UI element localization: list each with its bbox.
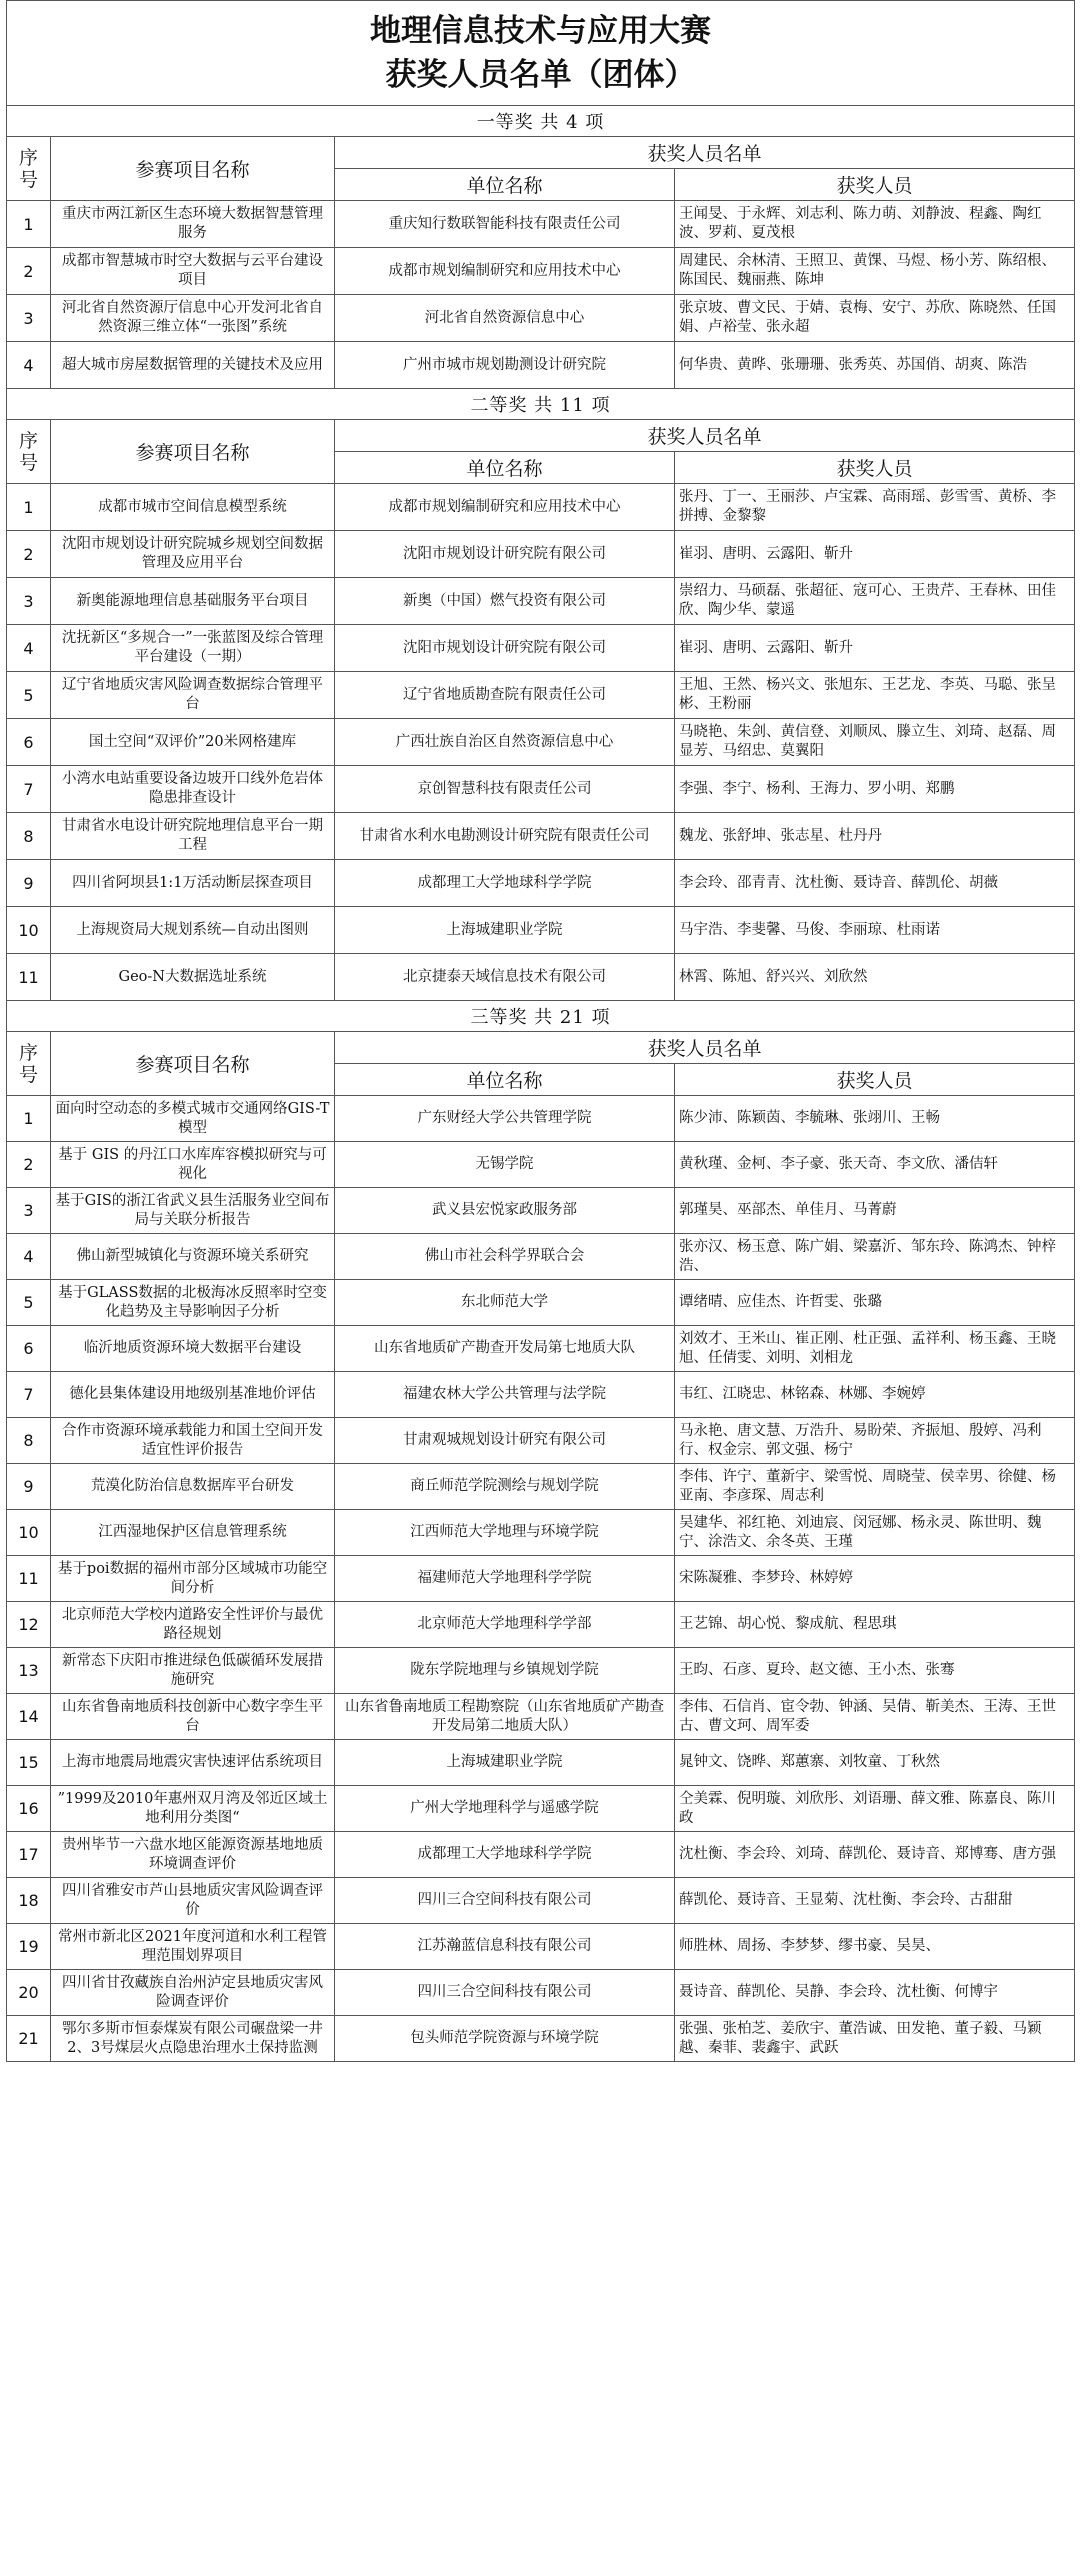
project-name: 国土空间“双评价”20米网格建库 — [51, 719, 335, 766]
project-name: 贵州毕节一六盘水地区能源资源基地地质环境调查评价 — [51, 1832, 335, 1878]
unit-name: 陇东学院地理与乡镇规划学院 — [335, 1648, 675, 1694]
table-row — [7, 1924, 1075, 1970]
table-row — [7, 1142, 1075, 1188]
header-row — [7, 1032, 1075, 1064]
row-index: 19 — [7, 1924, 51, 1970]
award-members: 师胜林、周扬、李梦梦、缪书豪、吴昊、 — [675, 1924, 1075, 1970]
row-index: 1 — [7, 1096, 51, 1142]
table-row — [7, 860, 1075, 907]
table-row — [7, 1326, 1075, 1372]
project-name: 成都市智慧城市时空大数据与云平台建设项目 — [51, 248, 335, 295]
award-members: 沈杜衡、李会玲、刘琦、薛凯伦、聂诗音、郑博骞、唐方强 — [675, 1832, 1075, 1878]
row-index: 2 — [7, 1142, 51, 1188]
project-name: 基于poi数据的福州市部分区域城市功能空间分析 — [51, 1556, 335, 1602]
row-index: 7 — [7, 1372, 51, 1418]
unit-name: 广州大学地理科学与遥感学院 — [335, 1786, 675, 1832]
unit-name: 新奥（中国）燃气投资有限公司 — [335, 578, 675, 625]
project-name: 基于GIS的浙江省武义县生活服务业空间布局与关联分析报告 — [51, 1188, 335, 1234]
row-index: 21 — [7, 2016, 51, 2062]
section-title: 三等奖 共 21 项 — [7, 1001, 1075, 1032]
section-title-row — [7, 106, 1075, 137]
award-members: 黄秋瑾、金柯、李子豪、张天奇、李文欣、潘佶轩 — [675, 1142, 1075, 1188]
table-row — [7, 1970, 1075, 2016]
row-index: 7 — [7, 766, 51, 813]
unit-name: 辽宁省地质勘查院有限责任公司 — [335, 672, 675, 719]
row-index: 6 — [7, 1326, 51, 1372]
project-name: 四川省甘孜藏族自治州泸定县地质灾害风险调查评价 — [51, 1970, 335, 2016]
table-row — [7, 1832, 1075, 1878]
table-row — [7, 531, 1075, 578]
award-members: 李强、李宁、杨利、王海力、罗小明、郑鹏 — [675, 766, 1075, 813]
project-name: 临沂地质资源环境大数据平台建设 — [51, 1326, 335, 1372]
award-members: 薛凯伦、聂诗音、王显菊、沈杜衡、李会玲、古甜甜 — [675, 1878, 1075, 1924]
row-index: 15 — [7, 1740, 51, 1786]
row-index: 3 — [7, 1188, 51, 1234]
header-unit: 单位名称 — [335, 169, 675, 201]
title-line-1: 地理信息技术与应用大赛 — [370, 13, 711, 49]
unit-name: 四川三合空间科技有限公司 — [335, 1878, 675, 1924]
project-name: 甘肃省水电设计研究院地理信息平台一期工程 — [51, 813, 335, 860]
header-members: 获奖人员 — [675, 169, 1075, 201]
unit-name: 佛山市社会科学界联合会 — [335, 1234, 675, 1280]
row-index: 10 — [7, 1510, 51, 1556]
table-row — [7, 1510, 1075, 1556]
row-index: 2 — [7, 531, 51, 578]
header-unit: 单位名称 — [335, 452, 675, 484]
award-members: 李会玲、邵青青、沈杜衡、聂诗音、薛凯伦、胡薇 — [675, 860, 1075, 907]
row-index: 8 — [7, 1418, 51, 1464]
header-index: 序号 — [7, 137, 51, 201]
header-project: 参赛项目名称 — [51, 137, 335, 201]
unit-name: 北京捷泰天域信息技术有限公司 — [335, 954, 675, 1001]
project-name: 河北省自然资源厅信息中心开发河北省自然资源三维立体“一张图”系统 — [51, 295, 335, 342]
award-members: 宋陈凝雅、李梦玲、林婷婷 — [675, 1556, 1075, 1602]
table-row — [7, 1096, 1075, 1142]
table-row — [7, 907, 1075, 954]
project-name: 四川省雅安市芦山县地质灾害风险调查评价 — [51, 1878, 335, 1924]
unit-name: 山东省地质矿产勘查开发局第七地质大队 — [335, 1326, 675, 1372]
table-row — [7, 1418, 1075, 1464]
project-name: 德化县集体建设用地级别基准地价评估 — [51, 1372, 335, 1418]
unit-name: 上海城建职业学院 — [335, 1740, 675, 1786]
table-row — [7, 1786, 1075, 1832]
header-award-list: 获奖人员名单 — [335, 420, 1075, 452]
row-index: 4 — [7, 342, 51, 389]
table-row — [7, 1556, 1075, 1602]
row-index: 1 — [7, 201, 51, 248]
award-members: 何华贵、黄晔、张珊珊、张秀英、苏国俏、胡爽、陈浩 — [675, 342, 1075, 389]
unit-name: 京创智慧科技有限责任公司 — [335, 766, 675, 813]
project-name: 重庆市两江新区生态环境大数据智慧管理服务 — [51, 201, 335, 248]
section-title-row — [7, 1001, 1075, 1032]
unit-name: 成都理工大学地球科学学院 — [335, 860, 675, 907]
unit-name: 广东财经大学公共管理学院 — [335, 1096, 675, 1142]
award-members: 马宇浩、李斐馨、马俊、李丽琼、杜雨诺 — [675, 907, 1075, 954]
header-index: 序号 — [7, 420, 51, 484]
award-members: 聂诗音、薛凯伦、吴静、李会玲、沈杜衡、何博宇 — [675, 1970, 1075, 2016]
row-index: 5 — [7, 1280, 51, 1326]
project-name: 辽宁省地质灾害风险调查数据综合管理平台 — [51, 672, 335, 719]
section-title: 一等奖 共 4 项 — [7, 106, 1075, 137]
project-name: 合作市资源环境承载能力和国土空间开发适宜性评价报告 — [51, 1418, 335, 1464]
project-name: 江西湿地保护区信息管理系统 — [51, 1510, 335, 1556]
project-name: 常州市新北区2021年度河道和水利工程管理范围划界项目 — [51, 1924, 335, 1970]
unit-name: 重庆知行数联智能科技有限责任公司 — [335, 201, 675, 248]
award-members: 王艺锦、胡心悦、黎成航、程思琪 — [675, 1602, 1075, 1648]
project-name: Geo-N大数据选址系统 — [51, 954, 335, 1001]
table-row — [7, 1602, 1075, 1648]
table-row — [7, 2016, 1075, 2062]
header-unit: 单位名称 — [335, 1064, 675, 1096]
row-index: 12 — [7, 1602, 51, 1648]
table-row — [7, 719, 1075, 766]
unit-name: 沈阳市规划设计研究院有限公司 — [335, 531, 675, 578]
unit-name: 上海城建职业学院 — [335, 907, 675, 954]
award-members: 张京坡、曹文民、于婧、袁梅、安宁、苏欣、陈晓然、任国娟、卢裕莹、张永超 — [675, 295, 1075, 342]
award-members: 张亦汉、杨玉意、陈广娟、梁嘉沂、邹东玲、陈鸿杰、钟梓浩、 — [675, 1234, 1075, 1280]
unit-name: 无锡学院 — [335, 1142, 675, 1188]
row-index: 4 — [7, 625, 51, 672]
project-name: 四川省阿坝县1:1万活动断层探查项目 — [51, 860, 335, 907]
row-index: 5 — [7, 672, 51, 719]
award-members: 陈少沛、陈颖茵、李毓琳、张翊川、王畅 — [675, 1096, 1075, 1142]
unit-name: 沈阳市规划设计研究院有限公司 — [335, 625, 675, 672]
table-row — [7, 578, 1075, 625]
header-award-list: 获奖人员名单 — [335, 137, 1075, 169]
award-members: 崇绍力、马硕磊、张超征、寇可心、王贵芹、王春林、田佳欣、陶少华、蒙遥 — [675, 578, 1075, 625]
project-name: 面向时空动态的多模式城市交通网络GIS-T模型 — [51, 1096, 335, 1142]
section-title-row — [7, 389, 1075, 420]
row-index: 2 — [7, 248, 51, 295]
project-name: 超大城市房屋数据管理的关键技术及应用 — [51, 342, 335, 389]
row-index: 1 — [7, 484, 51, 531]
project-name: 成都市城市空间信息模型系统 — [51, 484, 335, 531]
table-row — [7, 766, 1075, 813]
project-name: 佛山新型城镇化与资源环境关系研究 — [51, 1234, 335, 1280]
award-members: 仝美霖、倪明璇、刘欣彤、刘语珊、薛文雅、陈嘉良、陈川政 — [675, 1786, 1075, 1832]
table-row — [7, 1188, 1075, 1234]
award-members: 张丹、丁一、王丽莎、卢宝霖、高雨瑶、彭雪雪、黄桥、李拼搏、金黎黎 — [675, 484, 1075, 531]
header-project: 参赛项目名称 — [51, 1032, 335, 1096]
award-members: 王昀、石彦、夏玲、赵文德、王小杰、张骞 — [675, 1648, 1075, 1694]
award-members: 马永艳、唐文慧、万浩升、易盼荣、齐振旭、殷婷、冯利行、权金宗、郭文强、杨宁 — [675, 1418, 1075, 1464]
award-members: 谭绪晴、应佳杰、许哲雯、张璐 — [675, 1280, 1075, 1326]
row-index: 9 — [7, 1464, 51, 1510]
table-row — [7, 295, 1075, 342]
project-name: 上海规资局大规划系统—自动出图则 — [51, 907, 335, 954]
table-row — [7, 1740, 1075, 1786]
award-members: 王闻旻、于永辉、刘志利、陈力萌、刘静波、程鑫、陶红波、罗莉、夏茂根 — [675, 201, 1075, 248]
award-members: 张强、张柏芝、姜欣宇、董浩诚、田发艳、董子毅、马颖越、秦菲、裴鑫宇、武跃 — [675, 2016, 1075, 2062]
row-index: 9 — [7, 860, 51, 907]
header-award-list: 获奖人员名单 — [335, 1032, 1075, 1064]
row-index: 6 — [7, 719, 51, 766]
unit-name: 东北师范大学 — [335, 1280, 675, 1326]
header-project: 参赛项目名称 — [51, 420, 335, 484]
unit-name: 江西师范大学地理与环境学院 — [335, 1510, 675, 1556]
award-members: 林霄、陈旭、舒兴兴、刘欣然 — [675, 954, 1075, 1001]
table-row — [7, 342, 1075, 389]
unit-name: 武义县宏悦家政服务部 — [335, 1188, 675, 1234]
table-row — [7, 1694, 1075, 1740]
award-members: 王旭、王然、杨兴文、张旭东、王艺龙、李英、马聪、张呈彬、王粉丽 — [675, 672, 1075, 719]
unit-name: 福建师范大学地理科学学院 — [335, 1556, 675, 1602]
project-name: 鄂尔多斯市恒泰煤炭有限公司碾盘梁一井2、3号煤层火点隐患治理水土保持监测 — [51, 2016, 335, 2062]
table-row — [7, 248, 1075, 295]
table-row — [7, 201, 1075, 248]
award-members: 刘效才、王米山、崔正刚、杜正强、孟祥利、杨玉鑫、王晓旭、任倩雯、刘明、刘相龙 — [675, 1326, 1075, 1372]
row-index: 20 — [7, 1970, 51, 2016]
project-name: 新常态下庆阳市推进绿色低碳循环发展措施研究 — [51, 1648, 335, 1694]
project-name: 小湾水电站重要设备边坡开口线外危岩体隐患排查设计 — [51, 766, 335, 813]
award-members: 崔羽、唐明、云露阳、靳升 — [675, 531, 1075, 578]
award-members: 李伟、石信肖、宦令勃、钟涵、吴倩、靳美杰、王涛、王世古、曹文珂、周军委 — [675, 1694, 1075, 1740]
unit-name: 福建农林大学公共管理与法学院 — [335, 1372, 675, 1418]
unit-name: 成都市规划编制研究和应用技术中心 — [335, 248, 675, 295]
header-row — [7, 137, 1075, 169]
project-name: 沈阳市规划设计研究院城乡规划空间数据管理及应用平台 — [51, 531, 335, 578]
table-row — [7, 813, 1075, 860]
project-name: ”1999及2010年惠州双月湾及邻近区域土地利用分类图“ — [51, 1786, 335, 1832]
award-members: 周建民、余林清、王照卫、黄馃、马煜、杨小芳、陈绍根、陈国民、魏丽燕、陈坤 — [675, 248, 1075, 295]
table-row — [7, 625, 1075, 672]
award-members: 崔羽、唐明、云露阳、靳升 — [675, 625, 1075, 672]
row-index: 17 — [7, 1832, 51, 1878]
row-index: 18 — [7, 1878, 51, 1924]
award-table — [6, 0, 1075, 2062]
row-index: 11 — [7, 954, 51, 1001]
project-name: 新奥能源地理信息基础服务平台项目 — [51, 578, 335, 625]
table-row — [7, 484, 1075, 531]
unit-name: 成都理工大学地球科学学院 — [335, 1832, 675, 1878]
unit-name: 河北省自然资源信息中心 — [335, 295, 675, 342]
row-index: 14 — [7, 1694, 51, 1740]
award-members: 韦红、江晓忠、林铭森、林娜、李婉婷 — [675, 1372, 1075, 1418]
row-index: 3 — [7, 295, 51, 342]
award-members: 马晓艳、朱剑、黄信登、刘顺凤、滕立生、刘琦、赵磊、周显芳、马绍忠、莫翼阳 — [675, 719, 1075, 766]
row-index: 8 — [7, 813, 51, 860]
project-name: 基于 GIS 的丹江口水库库容模拟研究与可视化 — [51, 1142, 335, 1188]
unit-name: 广州市城市规划勘测设计研究院 — [335, 342, 675, 389]
table-row — [7, 1464, 1075, 1510]
table-row — [7, 1648, 1075, 1694]
row-index: 10 — [7, 907, 51, 954]
table-row — [7, 1878, 1075, 1924]
unit-name: 广西壮族自治区自然资源信息中心 — [335, 719, 675, 766]
page-title — [7, 1, 1075, 106]
award-members: 李伟、许宁、董新宇、梁雪悦、周晓莹、侯幸男、徐健、杨亚南、李彦琛、周志利 — [675, 1464, 1075, 1510]
row-index: 13 — [7, 1648, 51, 1694]
section-title: 二等奖 共 11 项 — [7, 389, 1075, 420]
project-name: 北京师范大学校内道路安全性评价与最优路径规划 — [51, 1602, 335, 1648]
award-members: 晁钟文、饶晔、郑蕙寨、刘牧童、丁秋然 — [675, 1740, 1075, 1786]
unit-name: 江苏瀚蓝信息科技有限公司 — [335, 1924, 675, 1970]
unit-name: 四川三合空间科技有限公司 — [335, 1970, 675, 2016]
award-members: 魏龙、张舒坤、张志星、杜丹丹 — [675, 813, 1075, 860]
table-row — [7, 1234, 1075, 1280]
award-members: 吴建华、祁红艳、刘迪宸、闵冠娜、杨永灵、陈世明、魏宁、涂浩文、余冬英、王瑾 — [675, 1510, 1075, 1556]
unit-name: 北京师范大学地理科学学部 — [335, 1602, 675, 1648]
unit-name: 成都市规划编制研究和应用技术中心 — [335, 484, 675, 531]
project-name: 沈抚新区“多规合一”一张蓝图及综合管理平台建设（一期） — [51, 625, 335, 672]
project-name: 荒漠化防治信息数据库平台研发 — [51, 1464, 335, 1510]
table-row — [7, 1280, 1075, 1326]
unit-name: 商丘师范学院测绘与规划学院 — [335, 1464, 675, 1510]
project-name: 上海市地震局地震灾害快速评估系统项目 — [51, 1740, 335, 1786]
unit-name: 山东省鲁南地质工程勘察院（山东省地质矿产勘查开发局第二地质大队） — [335, 1694, 675, 1740]
table-row — [7, 672, 1075, 719]
award-members: 郭瑾昊、巫部杰、单佳月、马菁蔚 — [675, 1188, 1075, 1234]
title-row — [7, 1, 1075, 106]
table-row — [7, 954, 1075, 1001]
header-members: 获奖人员 — [675, 1064, 1075, 1096]
project-name: 山东省鲁南地质科技创新中心数字孪生平台 — [51, 1694, 335, 1740]
row-index: 4 — [7, 1234, 51, 1280]
project-name: 基于GLASS数据的北极海冰反照率时空变化趋势及主导影响因子分析 — [51, 1280, 335, 1326]
unit-name: 甘肃省水利水电勘测设计研究院有限责任公司 — [335, 813, 675, 860]
header-members: 获奖人员 — [675, 452, 1075, 484]
row-index: 11 — [7, 1556, 51, 1602]
unit-name: 甘肃观城规划设计研究有限公司 — [335, 1418, 675, 1464]
header-row — [7, 420, 1075, 452]
header-index: 序号 — [7, 1032, 51, 1096]
table-row — [7, 1372, 1075, 1418]
row-index: 3 — [7, 578, 51, 625]
unit-name: 包头师范学院资源与环境学院 — [335, 2016, 675, 2062]
title-line-2: 获奖人员名单（团体） — [385, 57, 696, 93]
row-index: 16 — [7, 1786, 51, 1832]
